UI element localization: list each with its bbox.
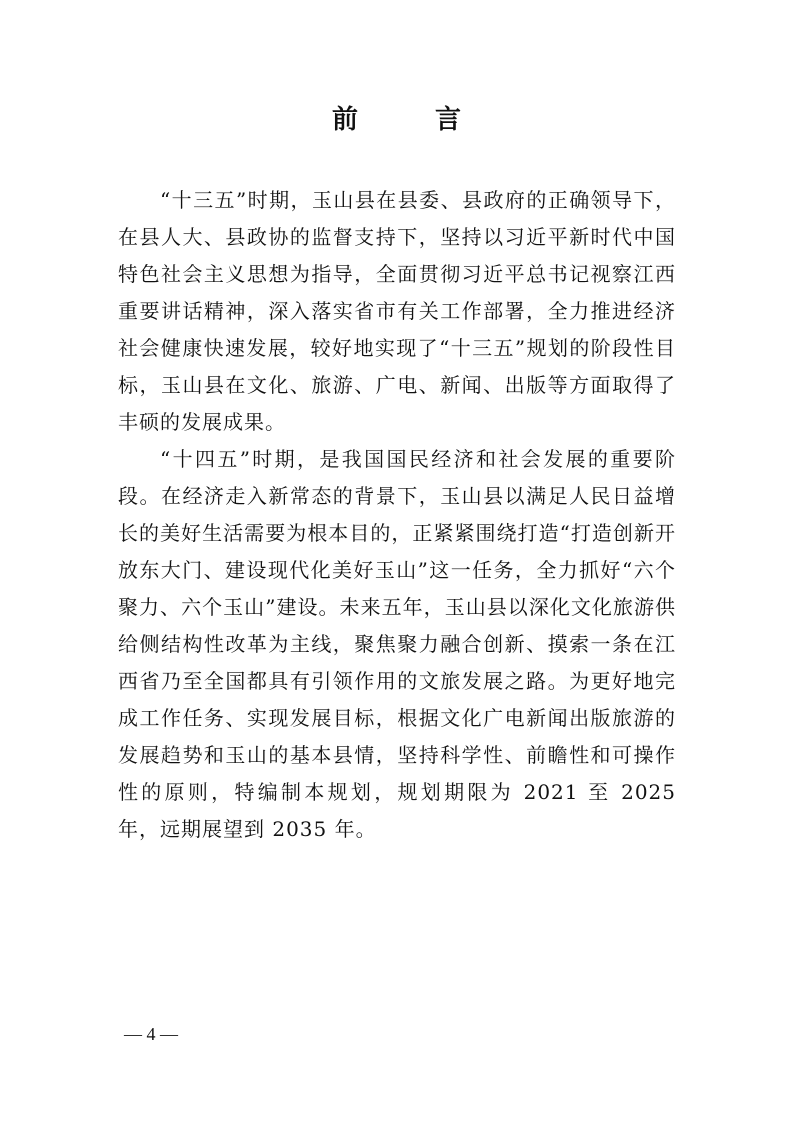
body-text (118, 182, 676, 848)
paragraph-1: “十三五”时期，玉山县在县委、县政府的正确领导下，在县人大、县政协的监督支持下，坚持以习近平新时代中国特色社会主义思想为指导，全面贯彻习近平总书记视察江西重要讲话精神，深入落实省市有关工作部署，全力推进经济社会健康快速发展，较好地实现了“十三五”规划的阶段性目标，玉山县在文化、旅游、广电、新闻、出版等方面取得了丰硕的发展成果。 (118, 188, 676, 434)
page-title: 前 言 (331, 105, 496, 135)
page-number: — 4 — (124, 1024, 178, 1044)
paragraph-2: “十四五”时期，是我国国民经济和社会发展的重要阶段。在经济走入新常态的背景下，玉山县以满足人民日益增长的美好生活需要为根本目的，正紧紧围绕打造“打造创新开放东大门、建设现代化美好玉山”这一任务，全力抓好“六个聚力、六个玉山”建设。未来五年，玉山县以深化文化旅游供给侧结构性改革为主线，聚焦聚力融合创新、摸索一条在江西省乃至全国都具有引领作用的文旅发展之路。为更好地完成工作任务、实现发展目标，根据文化广电新闻出版旅游的发展趋势和玉山的基本县情，坚持科学性、前瞻性和可操作性的原则，特编制本规划，规划期限为 2021 至 2025 年，远期展望到 2035 年。 (118, 447, 676, 841)
